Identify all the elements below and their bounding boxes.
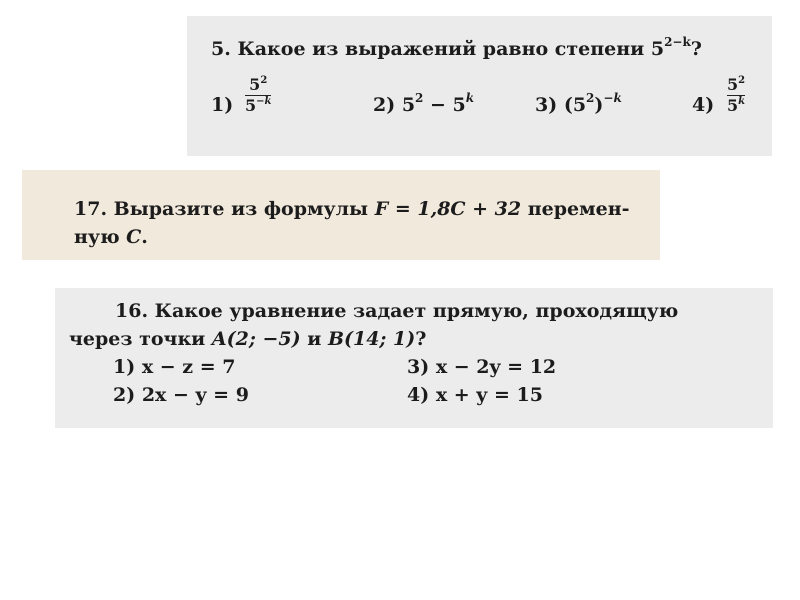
task-16-option-1: 1) x − z = 7	[113, 356, 236, 378]
task-16-option-2: 2) 2x − y = 9	[113, 384, 249, 406]
task-16-clip	[55, 288, 773, 428]
task-5-option-4-label: 4)	[692, 94, 715, 116]
task-5-option-1-fraction: $5^2$ $5^{-k}$	[245, 75, 272, 115]
task-17-line-2: ную C.	[74, 226, 148, 248]
task-5-option-2: 2) $5^2 - 5^k$	[373, 91, 475, 116]
task-16-line-2: через точки A(2; −5) и B(14; 1)?	[69, 328, 427, 350]
task-5-option-4-fraction: $5^2$ 5$^k$	[727, 75, 746, 115]
task-16-option-3: 3) x − 2y = 12	[407, 356, 557, 378]
task-5-option-3: 3) $(5^2)^{-k}$	[535, 91, 622, 116]
task-5-question: 5. Какое из выражений равно степени $5^{2-k}$?	[211, 35, 702, 60]
task-17-line-1: 17. Выразите из формулы F = 1,8C + 32 перемен-	[74, 198, 630, 220]
task-17-clip	[22, 170, 660, 260]
task-16-option-4: 4) x + y = 15	[407, 384, 543, 406]
task-5-clip	[187, 16, 772, 156]
task-16-line-1: 16. Какое уравнение задает прямую, проходящую	[115, 300, 679, 322]
task-5-option-1-label: 1)	[211, 94, 234, 116]
